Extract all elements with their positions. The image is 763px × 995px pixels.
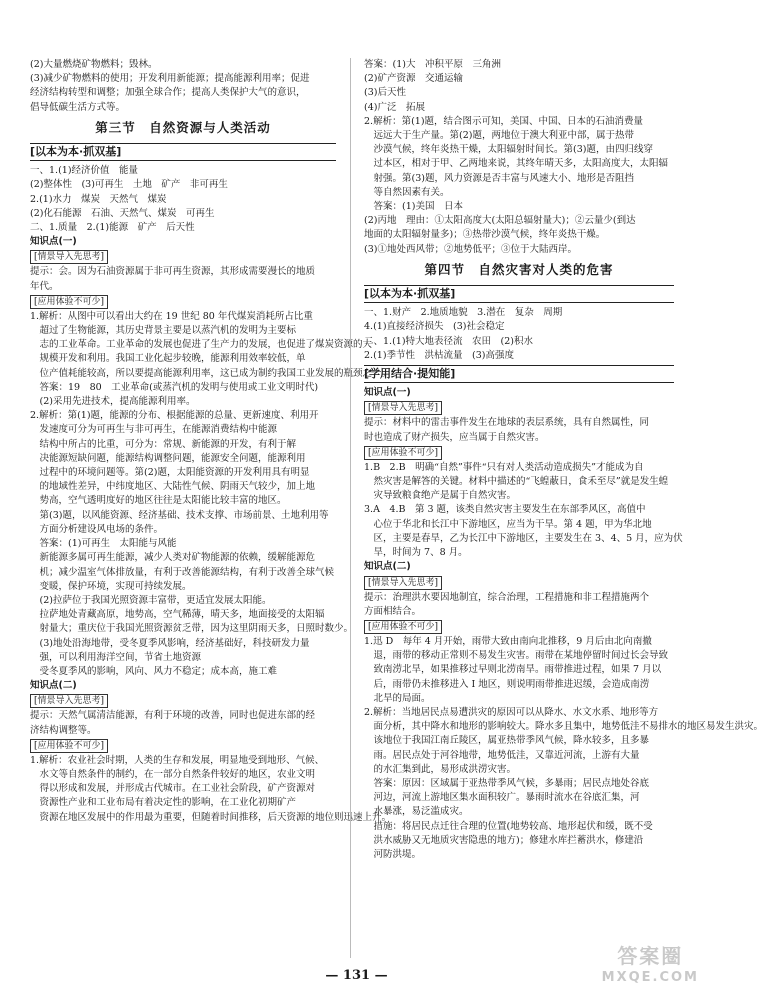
section-heading: 第四节 自然灾害对人类的危害 [424,261,614,277]
prompt-box-label: [应用体验不可少] [30,739,108,753]
knowledge-point-heading: 知识点(一) [364,387,411,399]
text-line: 远远大于生产量。第(2)题，两地位于澳大利亚中部，属于热带 [364,130,634,142]
text-line: 过程中的环境问题等。第(2)题，太阳能资源的开发利用具有明显 [30,467,310,479]
section-heading: 第三节 自然资源与人类活动 [95,119,271,135]
text-line: 发速度可分为可再生与非可再生，在能源消费结构中能源 [30,424,278,436]
text-line: 答案：原因：区域属于亚热带季风气候，多暴雨；居民点地处谷底 [364,777,650,789]
text-line: 受冬夏季风的影响，风向、风力不稳定；成本高，施工难 [30,665,278,677]
text-line: 面分析，其中降水和地形的影响较大。降水多且集中，地势低洼不易排水的地区易发生洪灾。 [364,721,763,733]
text-line: 该地位于我国江南丘陵区，属亚热带季风气候，降水较多，且多暴 [364,735,650,747]
prompt-box-row [30,249,336,265]
text-line: 旱，时间为 7、8 月。 [364,547,468,559]
text-line: 势高，空气透明度好的地区往往是太阳能比较丰富的地区。 [30,495,287,507]
text-line: 超过了生物能源，其历史背景主要是以蒸汽机的发明为主要标 [30,325,297,337]
prompt-box-label: [情景导入先思考] [364,576,442,590]
text-line: 二、1.(1)特大地表径流 农田 (2)积水 [364,335,533,347]
text-line: (4)广泛 拓展 [364,101,425,113]
text-line: 机；减少温室气体排放量，有利于改善能源结构，有利于改善全球气候 [30,566,335,578]
knowledge-point-heading: 知识点(二) [364,561,411,573]
text-line: (2)大量燃烧矿物燃料；毁林。 [30,59,158,70]
text-line: 2.解析：第(1)题，结合图示可知，美国、中国、日本的石油消费量 [364,115,644,127]
text-line: (2)化石能源 石油、天然气、煤炭 可再生 [30,207,215,219]
text-line: 答案：(1)美国 日本 [364,201,463,213]
text-line: 水文等自然条件的制约，在一部分自然条件较好的地区，农业文明 [30,768,316,780]
text-line: 2.(1)水力 煤炭 天然气 煤炭 [30,193,167,205]
prompt-box-row [364,575,674,591]
text-line: 4.(1)直接经济损失 (3)社会稳定 [364,321,505,333]
text-line: 过本区，相对于甲、乙两地来说，其终年晴天多，太阳高度大，太阳辐 [364,158,669,170]
watermark-logo [602,945,699,989]
prompt-box-label: [情景导入先思考] [30,694,108,708]
text-line: 1.解析：农业社会时期，人类的生存和发展，明显地受到地形、气候、 [30,754,325,766]
text-line: 答案：(1)大 冲积平原 三角洲 [364,59,501,70]
text-line: 沙漠气候，终年炎热干燥，太阳辐射时间长。第(3)题，由四归线穿 [364,144,653,156]
watermark-line1: 答案圈 [617,944,684,968]
text-line: 结构中所占的比重，可分为：常规、新能源的开发，有利于解 [30,438,297,450]
text-line: 1.解析：从图中可以看出大约在 19 世纪 80 年代煤炭消耗所占比重 [30,310,313,322]
text-line: 的地域性差异，中纬度地区、大陆性气候、阴雨天气较少，加上地 [30,481,316,493]
text-line: 资源在地区发展中的作用最为重要，但随着时间推移，后天资源的地位则迅速上升。 [30,811,392,823]
text-line: (2)丙地 理由：①太阳高度大(太阳总辐射量大)；②云量少(到达 [364,215,636,227]
prompt-box-row [364,619,674,635]
prompt-box-row [30,693,336,709]
text-line: 答案：(1)可再生 太阳能与风能 [30,538,177,550]
knowledge-point-heading: 知识点(一) [30,236,77,248]
text-line: 方面相结合。 [364,605,422,617]
text-line: 北旱的局面。 [364,692,431,704]
text-line: 地面的太阳辐射量多)；③热带沙漠气候，终年炎热干燥。 [364,229,606,241]
text-line: 1.B 2.B 明确“自然”事件“只有对人类活动造成损失”才能成为自 [364,461,644,473]
text-line: 射量大；重庆位于我国光照资源贫乏带，因为这里阴雨天多，日照时数少。 [30,623,354,635]
text-line: 的水汇集到此，易形成洪涝灾害。 [364,763,517,775]
text-line: 资源性产业和工业布局有着决定性的影响，在工业化初期矿产 [30,797,297,809]
text-line: 2.解析：当地居民点易遭洪灾的原因可以从降水、水文水系、地形等方 [364,706,659,718]
prompt-box-label: [情景导入先思考] [30,250,108,264]
text-line: 强，可以利用海洋空间，节省土地资源 [30,651,202,663]
text-line: 3.A 4.B 第 3 题，该类自然灾害主要发生在东部季风区，高值中 [364,504,646,516]
text-line: 灾导致粮食绝产是属于自然灾害。 [364,490,517,502]
text-line: (2)采用先进技术，提高能源利用率。 [30,396,196,408]
text-line: 答案：19 80 工业革命(或蒸汽机的发明与使用或工业文明时代) [30,381,319,393]
page-number: — 131 — [325,968,388,983]
prompt-box-row [364,400,674,416]
text-line: 区，主要是春旱，乙为长江中下游地区，主要发生在 3、4、5 月，应为伏 [364,532,683,544]
text-line: (2)整体性 (3)可再生 土地 矿产 非可再生 [30,179,228,191]
text-line: 规模开发和利用。我国工业化起步较晚，能源利用效率较低，单 [30,353,306,365]
text-line: 一、1.(1)经济价值 能量 [30,165,139,177]
prompt-box-label: [应用体验不可少] [364,620,442,634]
text-line: 水暴涨，易泛滥成灾。 [364,806,469,818]
text-line: 方面分析建设风电场的条件。 [30,523,164,535]
prompt-box-label: [情景导入先思考] [364,401,442,415]
column-divider [350,58,351,958]
text-line: 洪水威胁又无地质灾害隐患的地方)；修建水库拦蓄洪水，修建沿 [364,834,644,846]
text-line: 变暖，保护环境，实现可持续发展。 [30,580,192,592]
text-line: 提示：会。因为石油资源属于非可再生资源，其形成需要漫长的地质 [30,266,316,278]
text-line: 经济结构转型和调整；加强全球合作；提高人类保护大气的意识， [30,87,306,99]
prompt-box-row [364,445,674,461]
text-line: 时也造成了财产损失，应当属于自然灾害。 [364,431,545,443]
text-line: 1.迅 D 每年 4 月开始，雨带大致由南向北推移，9 月后由北向南撤 [364,635,652,647]
subsection-bar: [以本为本·抓双基] [364,285,674,303]
text-line: 一、1.财产 2.地质地貌 3.潜在 复杂 周期 [364,307,563,319]
subsection-bar: [以本为本·抓双基] [30,143,336,161]
text-line: 2.(1)季节性 洪枯流量 (3)高强度 [364,349,514,361]
text-line: 2.解析：第(1)题，能源的分布、根据能源的总量、更新速度、利用开 [30,410,319,422]
text-line: 志的工业革命。工业革命的发展也促进了生产力的发展，也促进了煤炭资源的大 [30,339,373,351]
knowledge-point-heading: 知识点(二) [30,680,77,692]
text-line: (2)矿产资源 交通运输 [364,73,463,85]
text-line: 新能源多属可再生能源，减少人类对矿物能源的依赖，缓解能源危 [30,552,316,564]
text-line: 决能源短缺问题，能源结构调整问题，能源安全问题，能源利用 [30,452,306,464]
text-line: 雨。居民点处于河谷地带，地势低洼，又靠近河流，上游有大量 [364,749,640,761]
text-line: 得以形成和发展，并形成古代城市。在工业社会阶段，矿产资源对 [30,783,316,795]
text-line: 河边，河流上游地区集水面积较广。暴雨时流水在谷底汇集，河 [364,792,640,804]
text-line: 年代。 [30,280,59,292]
text-line: 措施：将居民点迁往合理的位置(地势较高、地形起伏和缓，既不受 [364,820,653,832]
text-line: 河防洪堤。 [364,848,422,860]
text-line: 提示：治理洪水要因地制宜，综合治理，工程措施和非工程措施两个 [364,591,650,603]
text-line: (3)后天性 [364,87,406,99]
text-line: 致南涝北旱，如果推移过早则北涝南旱。雨带推进过程，如果 7 月以 [364,664,662,676]
text-line: 提示：材料中的雷击事件发生在地球的表层系统，具有自然属性，同 [364,417,650,429]
subsection-bar: [学用结合·提知能] [364,365,674,383]
text-line: 拉萨地处青藏高原，地势高，空气稀薄，晴天多，地面接受的太阳辐 [30,609,325,621]
text-line: 二、1.质量 2.(1)能源 矿产 后天性 [30,222,195,234]
text-line: 然灾害是解答的关键。材料中描述的“飞蝗蔽日，食禾至尽”就是发生蝗 [364,476,669,488]
prompt-box-row [30,294,336,310]
text-line: 位产值耗能较高，所以要提高能源利用率，这已成为制约我国工业发展的瓶颈之一。 [30,367,392,379]
prompt-box-label: [应用体验不可少] [30,295,108,309]
text-line: 提示：天然气属清洁能源，有利于环境的改善，同时也促进东部的经 [30,710,316,722]
text-line: (3)①地处西风带；②地势低平；③位于大陆西岸。 [364,243,577,255]
text-line: 退，雨带的移动正常则不易发生灾害。雨带在某地停留时间过长会导致 [364,650,669,662]
prompt-box-row [30,738,336,754]
text-line: 等自然因素有关。 [364,186,450,198]
text-line: 心位于华北和长江中下游地区，应当为干旱。第 4 题，甲为华北地 [364,518,652,530]
text-line: (3)地处沿海地带，受冬夏季风影响，经济基础好，科技研发力量 [30,637,310,649]
text-line: 济结构调整等。 [30,724,97,736]
text-line: (2)拉萨位于我国光照资源丰富带，更适宜发展太阳能。 [30,594,272,606]
prompt-box-label: [应用体验不可少] [364,446,442,460]
text-line: 第(3)题，以风能资源、经济基础、技术支撑、市场前景、土地利用等 [30,509,329,521]
text-line: 射强。第(3)题，风力资源是否丰富与风速大小、地形是否阻挡 [364,172,634,184]
text-line: (3)减少矿物燃料的使用；开发利用新能源；提高能源利用率；促进 [30,73,310,85]
text-line: 后，雨带仍未推移进入 I 地区，则说明雨带推进迟缓，会造成南涝 [364,678,650,690]
right-column [364,58,763,960]
watermark-line2: MXQE.COM [601,970,699,985]
text-line: 倡导低碳生活方式等。 [30,101,126,113]
